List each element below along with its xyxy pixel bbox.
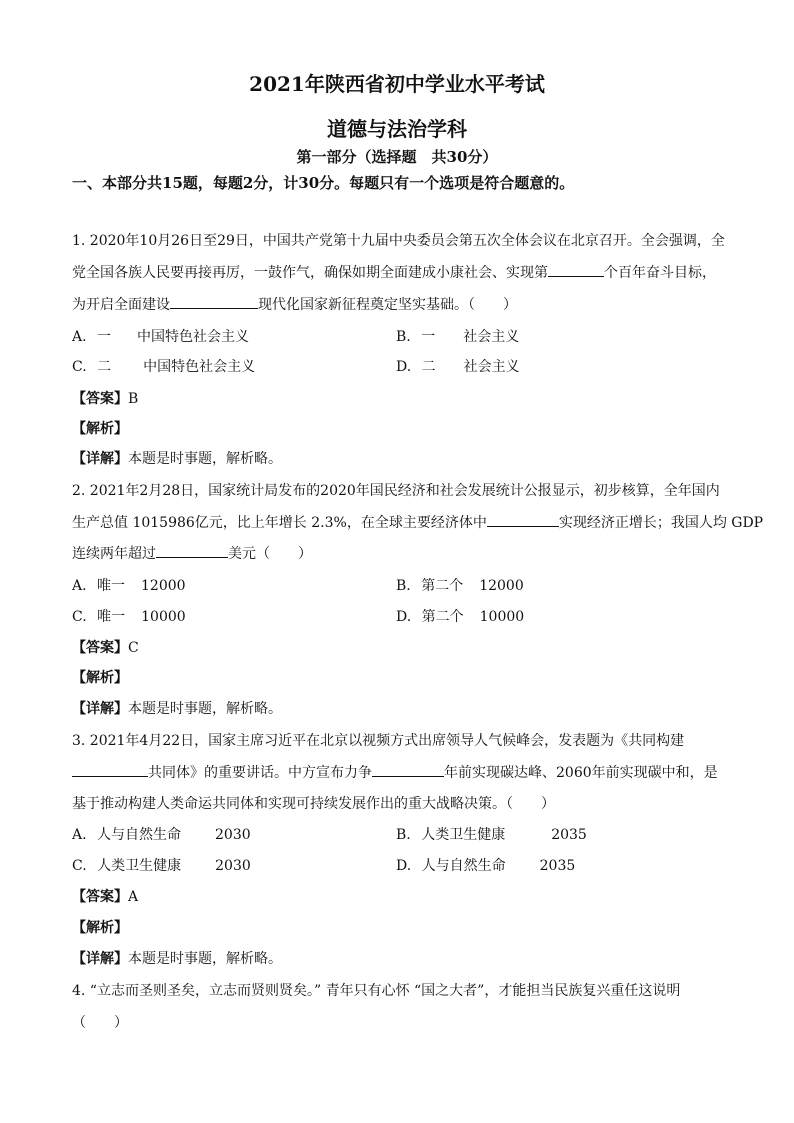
q2-option-d: D. 第二个 10000 [396, 609, 525, 625]
q3-answer: 【答案】A [72, 889, 139, 905]
q3-blank-2 [372, 762, 444, 777]
q3-line-3: 基于推动构建人类命运共同体和实现可持续发展作出的重大战略决策。（ ） [72, 796, 555, 812]
q2-option-a: A. 唯一 12000 [72, 578, 186, 594]
q3-option-b: B. 人类卫生健康 2035 [396, 827, 587, 843]
q3-option-c: C. 人类卫生健康 2030 [72, 858, 251, 874]
q3-line-1: 3. 2021年4月22日，国家主席习近平在北京以视频方式出席领导人气候峰会，发表题为《共同构建 [72, 733, 685, 749]
q3-option-d: D. 人与自然生命 2035 [396, 858, 576, 874]
q1-blank-2 [170, 294, 258, 309]
q2-option-c: C. 唯一 10000 [72, 609, 186, 625]
q3-analysis: 【解析】 [72, 920, 128, 936]
q2-option-b: B. 第二个 12000 [396, 578, 524, 594]
q4-line-1: 4. “立志而圣则圣矣，立志而贤则贤矣。” 青年只有心怀 “国之大者”，才能担当民族复兴重任这说明 [72, 983, 681, 999]
q1-option-a: A. 一 中国特色社会主义 [72, 329, 250, 345]
exam-title: 2021年陕西省初中学业水平考试 [249, 72, 545, 96]
q3-detail: 【详解】本题是时事题，解析略。 [72, 951, 282, 967]
part-heading: 第一部分（选择题 共30分） [296, 148, 498, 166]
q1-blank-1 [548, 262, 604, 277]
q2-blank-1 [487, 512, 559, 527]
q2-detail: 【详解】本题是时事题，解析略。 [72, 701, 282, 717]
section-instruction: 一、本部分共15题，每题2分，计30分。每题只有一个选项是符合题意的。 [72, 174, 575, 192]
q3-line-2: 共同体》的重要讲话。中方宣布力争 年前实现碳达峰、2060年前实现碳中和，是 [72, 762, 718, 782]
exam-subject: 道德与法治学科 [327, 117, 467, 141]
q1-option-d: D. 二 社会主义 [396, 359, 520, 375]
q1-line-1: 1. 2020年10月26日至29日，中国共产党第十九届中央委员会第五次全体会议在北京召开。全会强调，全 [72, 233, 725, 249]
q1-line-3-end: 现代化国家新征程奠定坚实基础。（ ） [258, 297, 517, 313]
q3-blank-1 [72, 762, 148, 777]
q1-line-3-start: 为开启全面建设 [72, 297, 170, 313]
q1-detail: 【详解】本题是时事题，解析略。 [72, 451, 282, 467]
q1-answer: 【答案】B [72, 391, 139, 407]
q2-line-2: 生产总值 1015986亿元，比上年增长 2.3%，在全球主要经济体中 实现经济正增长；我国人均 GDP [72, 512, 763, 532]
q2-line-1: 2. 2021年2月28日，国家统计局发布的2020年国民经济和社会发展统计公报显示，初步核算，全年国内 [72, 483, 720, 499]
q1-analysis: 【解析】 [72, 421, 128, 437]
q2-answer: 【答案】C [72, 640, 139, 656]
q2-line-3: 连续两年超过 美元（ ） [72, 543, 312, 563]
q2-blank-2 [156, 543, 228, 558]
q2-analysis: 【解析】 [72, 670, 128, 686]
q1-option-c: C. 二 中国特色社会主义 [72, 359, 256, 375]
q3-option-a: A. 人与自然生命 2030 [72, 827, 251, 843]
q1-option-b: B. 一 社会主义 [396, 329, 520, 345]
q4-line-2: （ ） [72, 1015, 128, 1031]
q1-line-3 [72, 294, 517, 314]
q1-line-2-end: 个百年奋斗目标， [604, 265, 716, 281]
q1-line-2 [72, 262, 716, 282]
q1-line-2-start: 党全国各族人民要再接再厉，一鼓作气，确保如期全面建成小康社会、实现第 [72, 265, 548, 281]
